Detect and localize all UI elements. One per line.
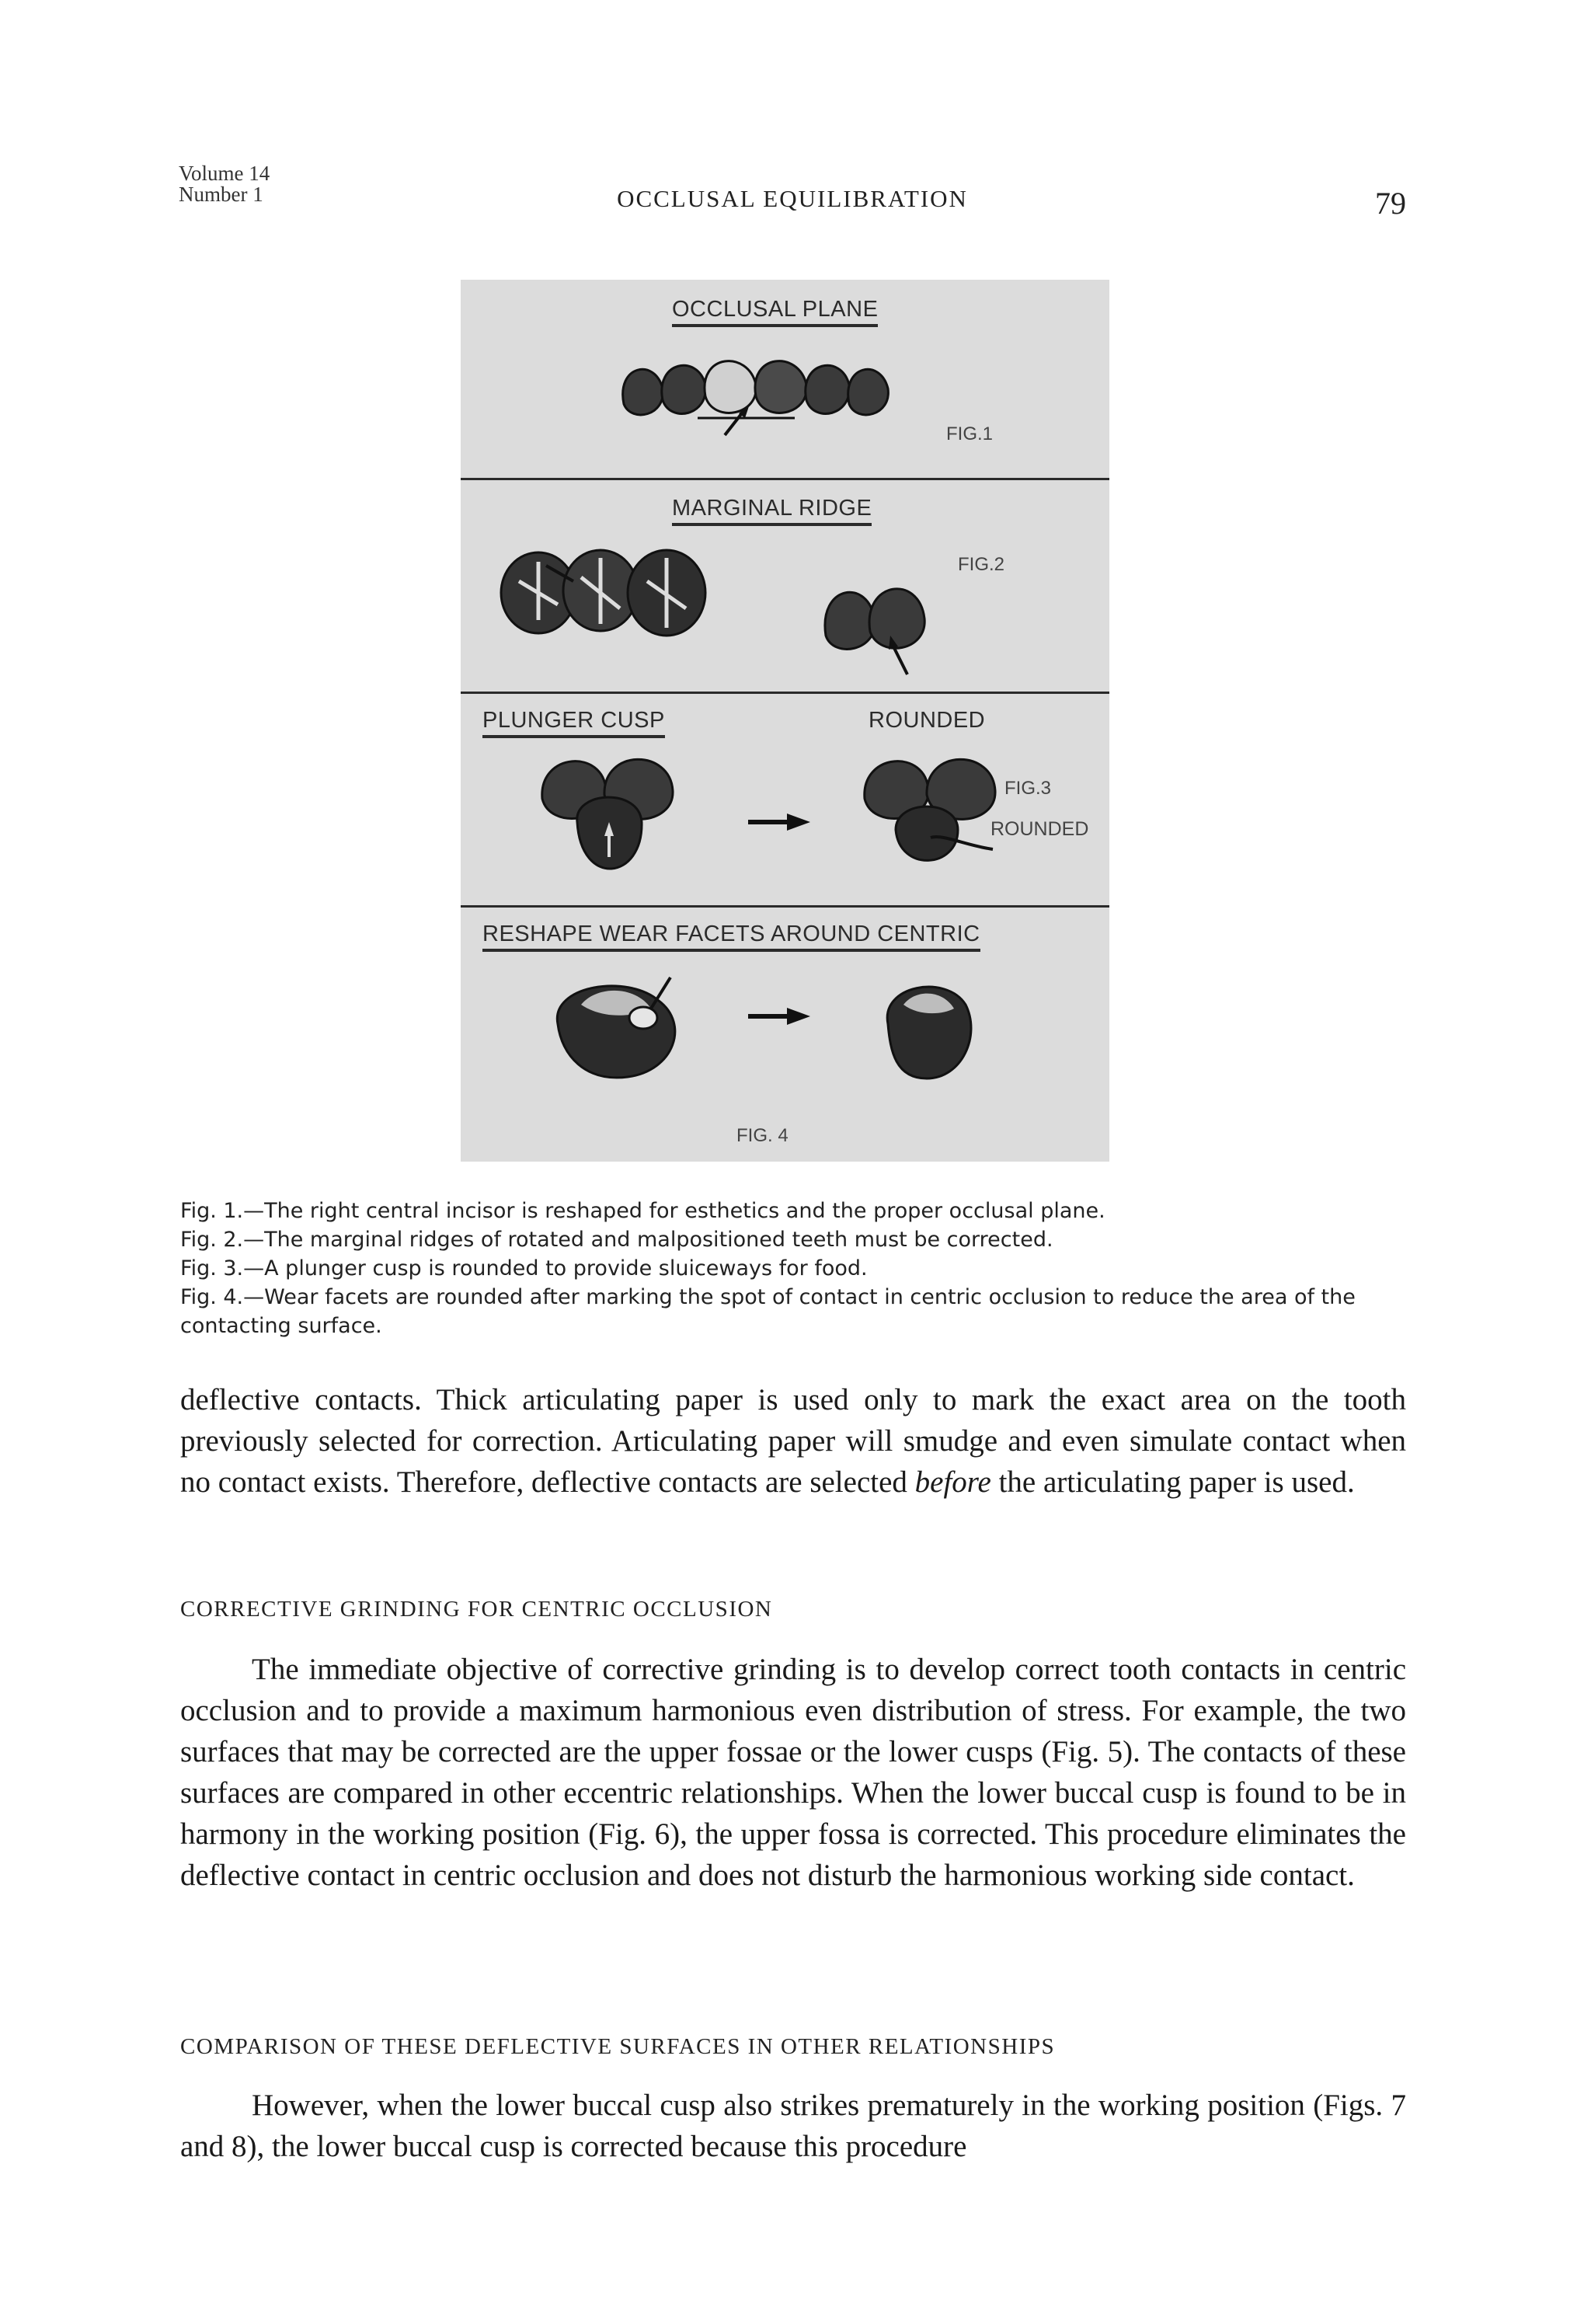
paragraph-2-text: The immediate objective of corrective grinding is to develop correct tooth contacts in centric occlusion and to provide a maximum harmonious even distribution of stress. For example, the two surfaces that may be corrected are the upper fossae or the lower cusps (Fig. 5). The contacts of these surfaces are compared in other eccentric relationships. When the lower buccal cusp is found to be in harmony in the working position (Fig. 6), the upper fossa is corrected. This procedure eliminates the deflective contact in centric occlusion and does not disturb the harmonious working side contact. bbox=[180, 1653, 1406, 1892]
marginal-ridge-label: MARGINAL RIDGE bbox=[672, 496, 872, 526]
molar-group-illustration bbox=[492, 535, 740, 651]
occlusal-plane-label: OCCLUSAL PLANE bbox=[672, 297, 878, 327]
section-heading-comparison: COMPARISON OF THESE DEFLECTIVE SURFACES IN OTHER RELATIONSHIPS bbox=[180, 2034, 1056, 2059]
rotated-teeth-illustration bbox=[814, 566, 938, 682]
caption-fig2: Fig. 2.—The marginal ridges of rotated and malpositioned teeth must be corrected. bbox=[180, 1228, 1053, 1252]
paragraph-3 bbox=[180, 2085, 1406, 2167]
reshape-wear-facets-label: RESHAPE WEAR FACETS AROUND CENTRIC bbox=[482, 922, 980, 952]
caption-fig4: Fig. 4.—Wear facets are rounded after marking the spot of contact in centric occlusion to reduce the area of the contacting surface. bbox=[180, 1285, 1356, 1338]
fig2-tag: FIG.2 bbox=[958, 554, 1005, 575]
rounded-pointer-label: ROUNDED bbox=[990, 818, 1089, 840]
arrow-icon bbox=[744, 810, 814, 834]
plunger-cusp-label: PLUNGER CUSP bbox=[482, 708, 665, 738]
wear-facet-tooth-illustration bbox=[542, 970, 698, 1086]
fig1-tag: FIG.1 bbox=[946, 423, 994, 444]
volume-label: Volume 14 bbox=[179, 162, 270, 185]
paragraph-2 bbox=[180, 1649, 1406, 1896]
paragraph-1-text: deflective contacts. Thick articulating paper is used only to mark the exact area on the tooth previously selected for correction. Articulating paper will smudge and even simulate contact when no contact exists. Therefore, deflective contacts are selected bbox=[180, 1383, 1406, 1499]
figure-panel-1 bbox=[461, 280, 1109, 478]
fig4-tag: FIG. 4 bbox=[736, 1125, 789, 1146]
paragraph-1 bbox=[180, 1379, 1406, 1503]
running-title: OCCLUSAL EQUILIBRATION bbox=[617, 185, 968, 212]
figure-panel-4 bbox=[461, 908, 1109, 1162]
reshaped-tooth-illustration bbox=[876, 970, 977, 1086]
figure-panel-2 bbox=[461, 480, 1109, 692]
plunger-cusp-illustration bbox=[534, 744, 682, 892]
arrow-icon bbox=[744, 1005, 814, 1028]
section-heading-corrective-grinding: CORRECTIVE GRINDING FOR CENTRIC OCCLUSION bbox=[180, 1597, 773, 1622]
emphasis-before: before bbox=[914, 1465, 991, 1499]
figure-panel-3 bbox=[461, 694, 1109, 905]
fig3-tag: FIG.3 bbox=[1004, 778, 1052, 799]
incisor-row-illustration bbox=[608, 342, 966, 451]
paragraph-1-end: the articulating paper is used. bbox=[990, 1465, 1355, 1499]
figure-plate bbox=[461, 280, 1109, 1162]
rounded-cusp-illustration bbox=[857, 744, 1004, 892]
caption-fig1: Fig. 1.—The right central incisor is reshaped for esthetics and the proper occlusal plane. bbox=[180, 1199, 1105, 1223]
caption-fig3: Fig. 3.—A plunger cusp is rounded to provide sluiceways for food. bbox=[180, 1256, 868, 1280]
figure-captions bbox=[180, 1197, 1408, 1340]
running-header bbox=[179, 163, 1406, 225]
number-label: Number 1 bbox=[179, 183, 263, 206]
paragraph-3-text: However, when the lower buccal cusp also strikes prematurely in the working position (Figs. 7 and 8), the lower buccal cusp is corrected because this procedure bbox=[180, 2089, 1406, 2163]
page-number: 79 bbox=[1375, 186, 1406, 221]
rounded-label: ROUNDED bbox=[869, 708, 986, 733]
